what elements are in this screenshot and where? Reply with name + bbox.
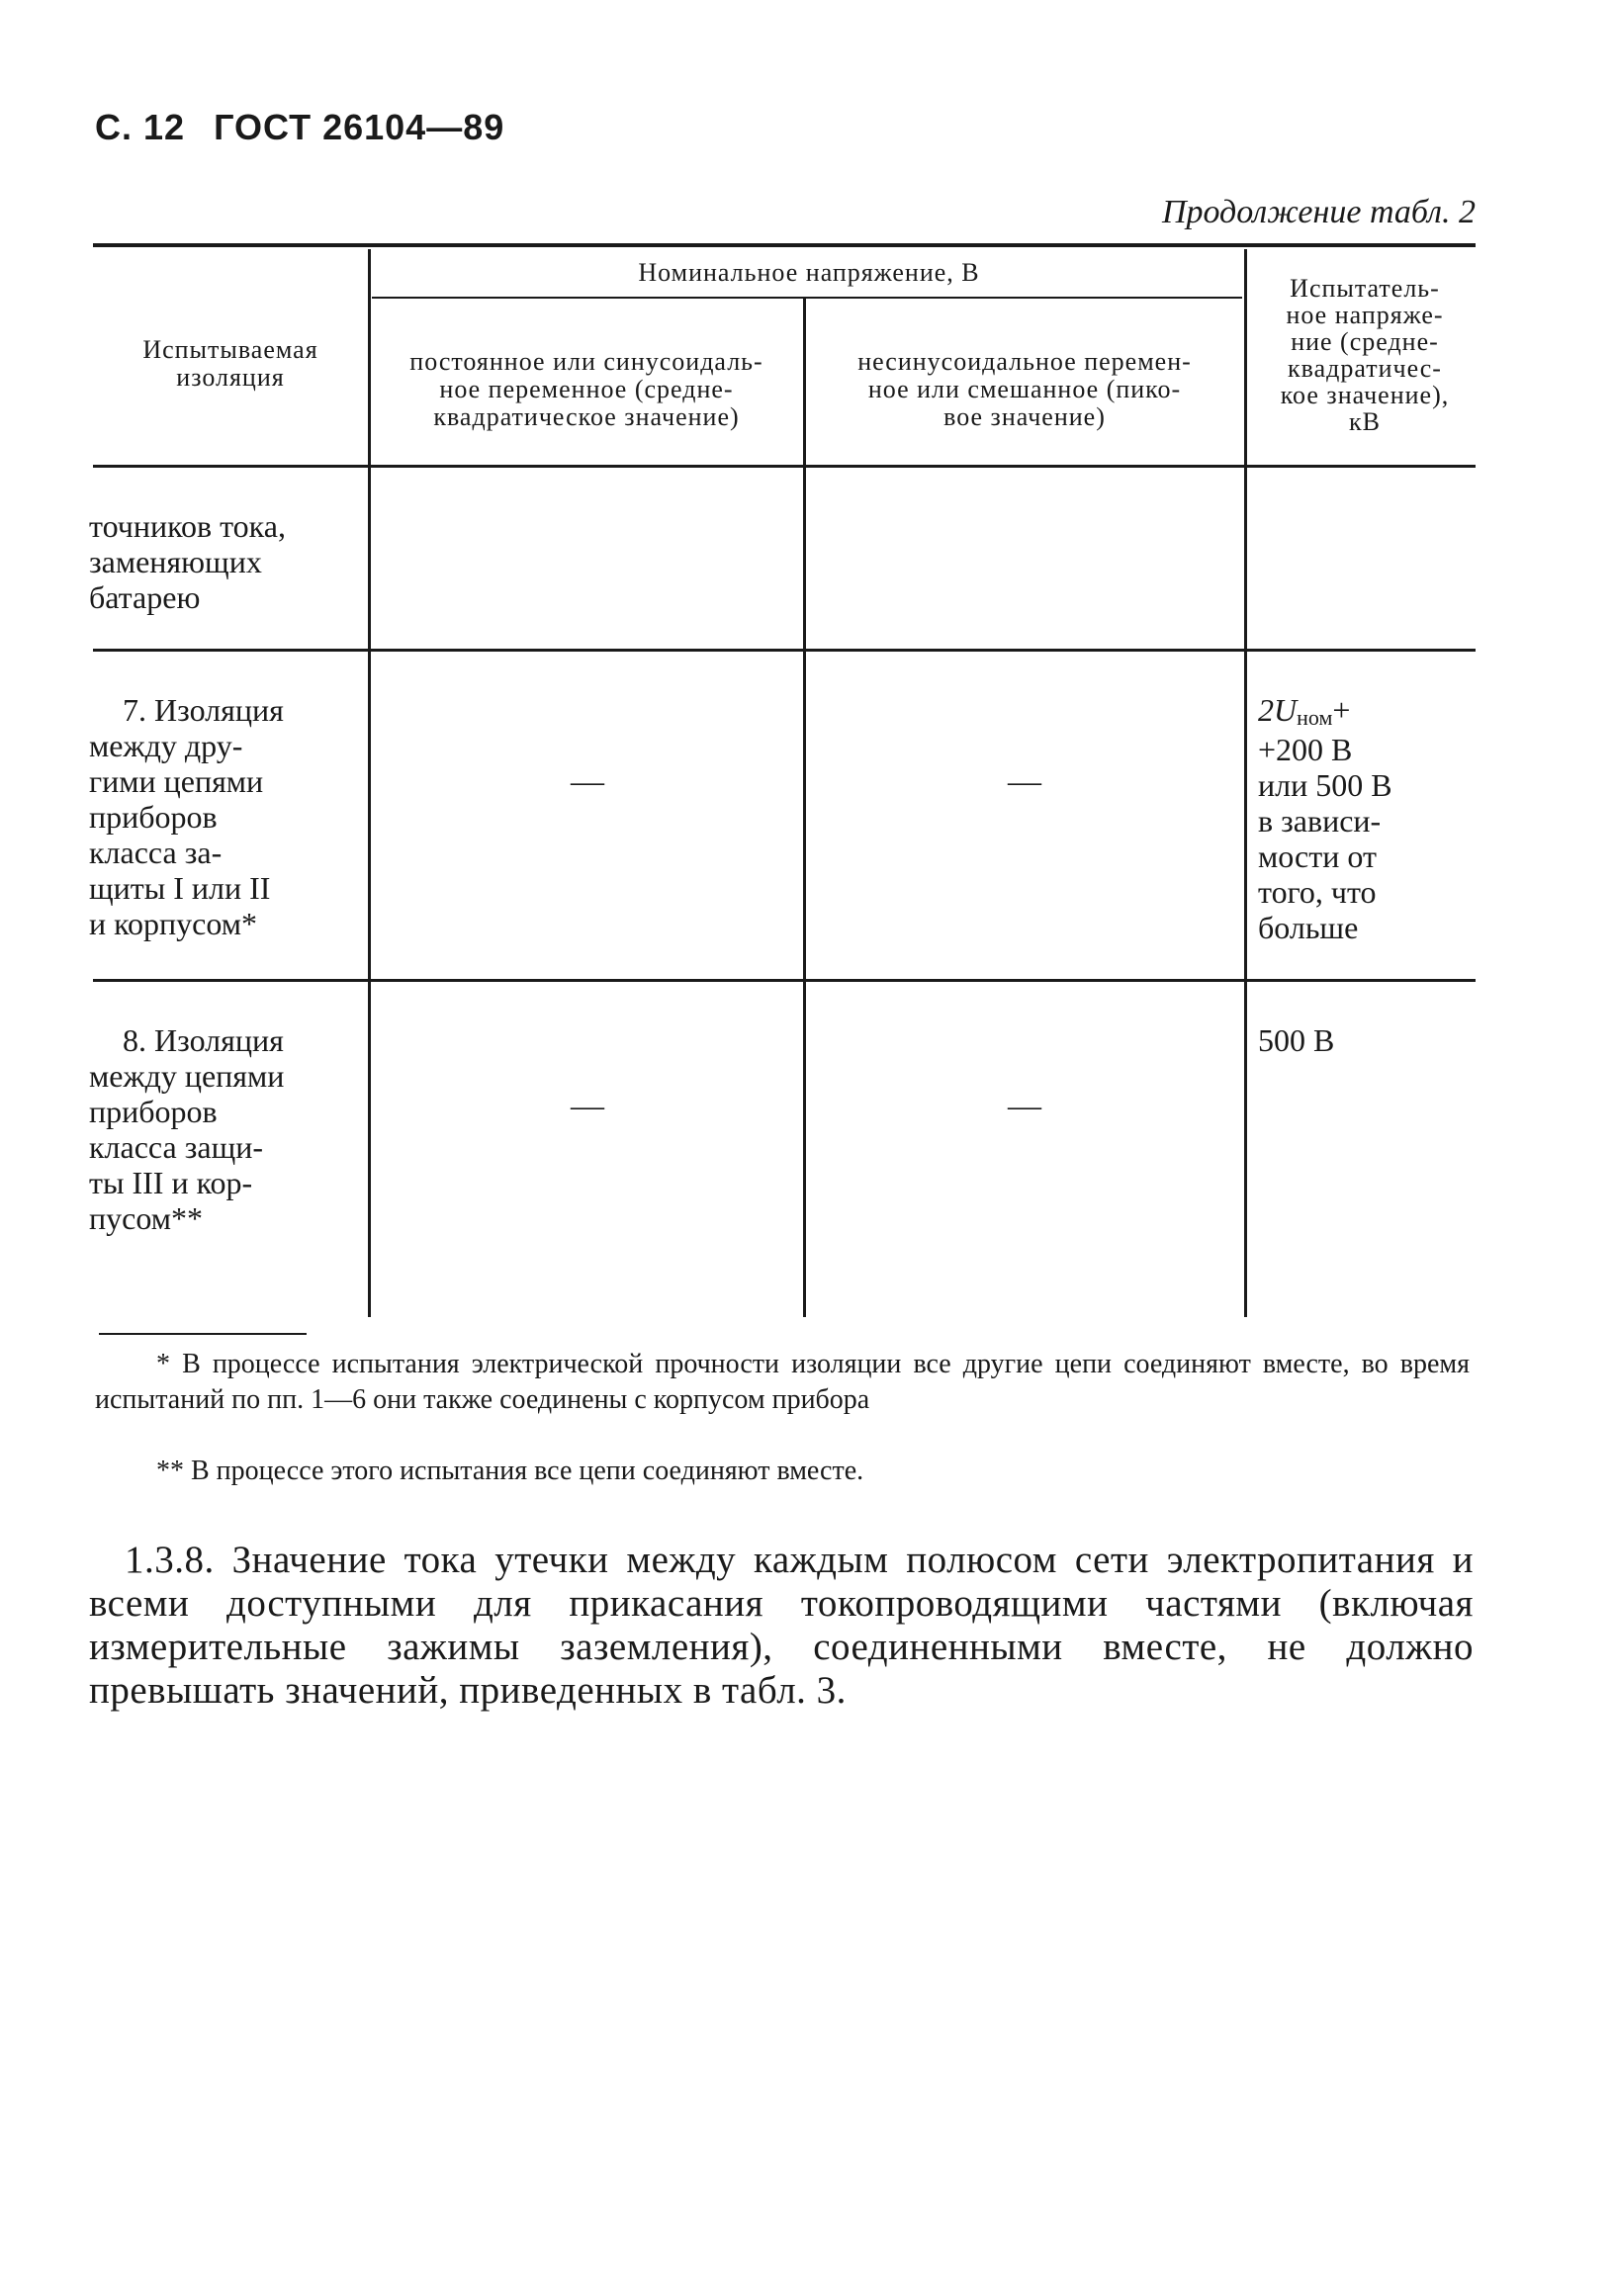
row-7-test-formula xyxy=(1258,692,1495,732)
header-test xyxy=(1250,275,1480,435)
row-label-line: точников тока, xyxy=(89,508,286,544)
row-label-line: приборов xyxy=(89,1094,218,1129)
formula-subscript: ном xyxy=(1297,705,1333,730)
row-label-line: заменяющих xyxy=(89,544,262,579)
col-line-2 xyxy=(803,299,806,1317)
row2-bottom-rule xyxy=(93,979,1476,982)
row-label-line: между дру- xyxy=(89,728,243,763)
row-7-nonsin-value: — xyxy=(1008,763,1041,800)
row-7-label xyxy=(89,692,366,941)
standard-code: ГОСТ 26104—89 xyxy=(214,107,505,147)
row-label-line: ты III и кор- xyxy=(89,1165,253,1200)
formula-suffix: + xyxy=(1332,692,1351,728)
header-nonsin-line: вое значение) xyxy=(943,402,1106,431)
row-label-line: 7. Изоляция xyxy=(123,692,284,728)
row-8-label xyxy=(89,1022,366,1236)
row-label-line: щиты I или II xyxy=(89,870,271,906)
formula-prefix: 2U xyxy=(1258,692,1298,728)
header-nonsin xyxy=(809,348,1240,431)
header-nonsin-line: несинусоидальное перемен- xyxy=(857,347,1192,376)
col-line-1 xyxy=(368,249,371,1317)
header-dc-line: постоянное или синусоидаль- xyxy=(409,347,763,376)
test-value-line: больше xyxy=(1258,910,1359,945)
row-label-line: 8. Изоляция xyxy=(123,1022,284,1058)
row-label-line: между цепями xyxy=(89,1058,285,1094)
header-insulation-line: изоляция xyxy=(176,363,285,392)
test-value-line: мости от xyxy=(1258,839,1377,874)
header-bottom-rule xyxy=(93,465,1476,468)
header-nonsin-line: ное или смешанное (пико- xyxy=(867,375,1182,403)
test-value-line: +200 В xyxy=(1258,732,1353,767)
header-test-line: ние (средне- xyxy=(1291,327,1439,356)
test-value-line: или 500 В xyxy=(1258,767,1392,803)
footnote-separator xyxy=(99,1333,307,1335)
test-value-line: того, что xyxy=(1258,874,1377,910)
test-value-line: в зависи- xyxy=(1258,803,1382,839)
table-top-rule xyxy=(93,243,1476,247)
header-test-line: кВ xyxy=(1349,407,1381,436)
header-test-line: кое значение), xyxy=(1280,381,1450,409)
row1-bottom-rule xyxy=(93,649,1476,652)
header-dc xyxy=(374,348,799,431)
footnote-2: ** В процессе этого испытания все цепи соединяют вместе. xyxy=(156,1456,864,1486)
running-head xyxy=(95,107,504,148)
header-nominal: Номинальное напряжение, В xyxy=(638,258,980,287)
row-7-dc-value: — xyxy=(571,763,604,800)
row-label-line: гими цепями xyxy=(89,763,264,799)
row-8-nonsin-value: — xyxy=(1008,1088,1041,1124)
row-8-dc-value: — xyxy=(571,1088,604,1124)
paragraph-1-3-8: 1.3.8. Значение тока утечки между каждым полюсом сети электропитания и всеми доступными для прикасания токопроводящими частями (включая измерительные зажимы заземления), соединенными вместе, не должно превышать значений, приведенных в табл. 3. xyxy=(89,1539,1474,1712)
row-7-test-value xyxy=(1258,692,1495,945)
header-insulation-line: Испытываемая xyxy=(142,335,318,364)
row-label-line: класса защи- xyxy=(89,1129,263,1165)
header-test-line: ное напряже- xyxy=(1286,301,1444,329)
header-dc-line: ное переменное (средне- xyxy=(439,375,734,403)
header-insulation xyxy=(99,336,362,392)
header-test-line: квадратичес- xyxy=(1288,354,1442,383)
header-dc-line: квадратическое значение) xyxy=(433,402,740,431)
row-label-line: батарею xyxy=(89,579,201,615)
page-number: С. 12 xyxy=(95,107,186,147)
continuation-label: Продолжение табл. 2 xyxy=(1161,194,1476,230)
row-label-line: пусом** xyxy=(89,1200,203,1236)
row-continuation-label xyxy=(89,508,366,615)
header-test-line: Испытатель- xyxy=(1290,274,1440,303)
row-label-line: класса за- xyxy=(89,835,223,870)
row-label-line: приборов xyxy=(89,799,218,835)
col-line-3 xyxy=(1244,249,1247,1317)
footnote-1: * В процессе испытания электрической прочности изоляции все другие цепи соединяют вместе, во время испытаний по пп. 1—6 они также соединены с корпусом прибора xyxy=(95,1349,1470,1415)
row-8-test-value: 500 В xyxy=(1258,1022,1335,1058)
row-label-line: и корпусом* xyxy=(89,906,258,941)
nominal-subrule xyxy=(372,297,1242,299)
